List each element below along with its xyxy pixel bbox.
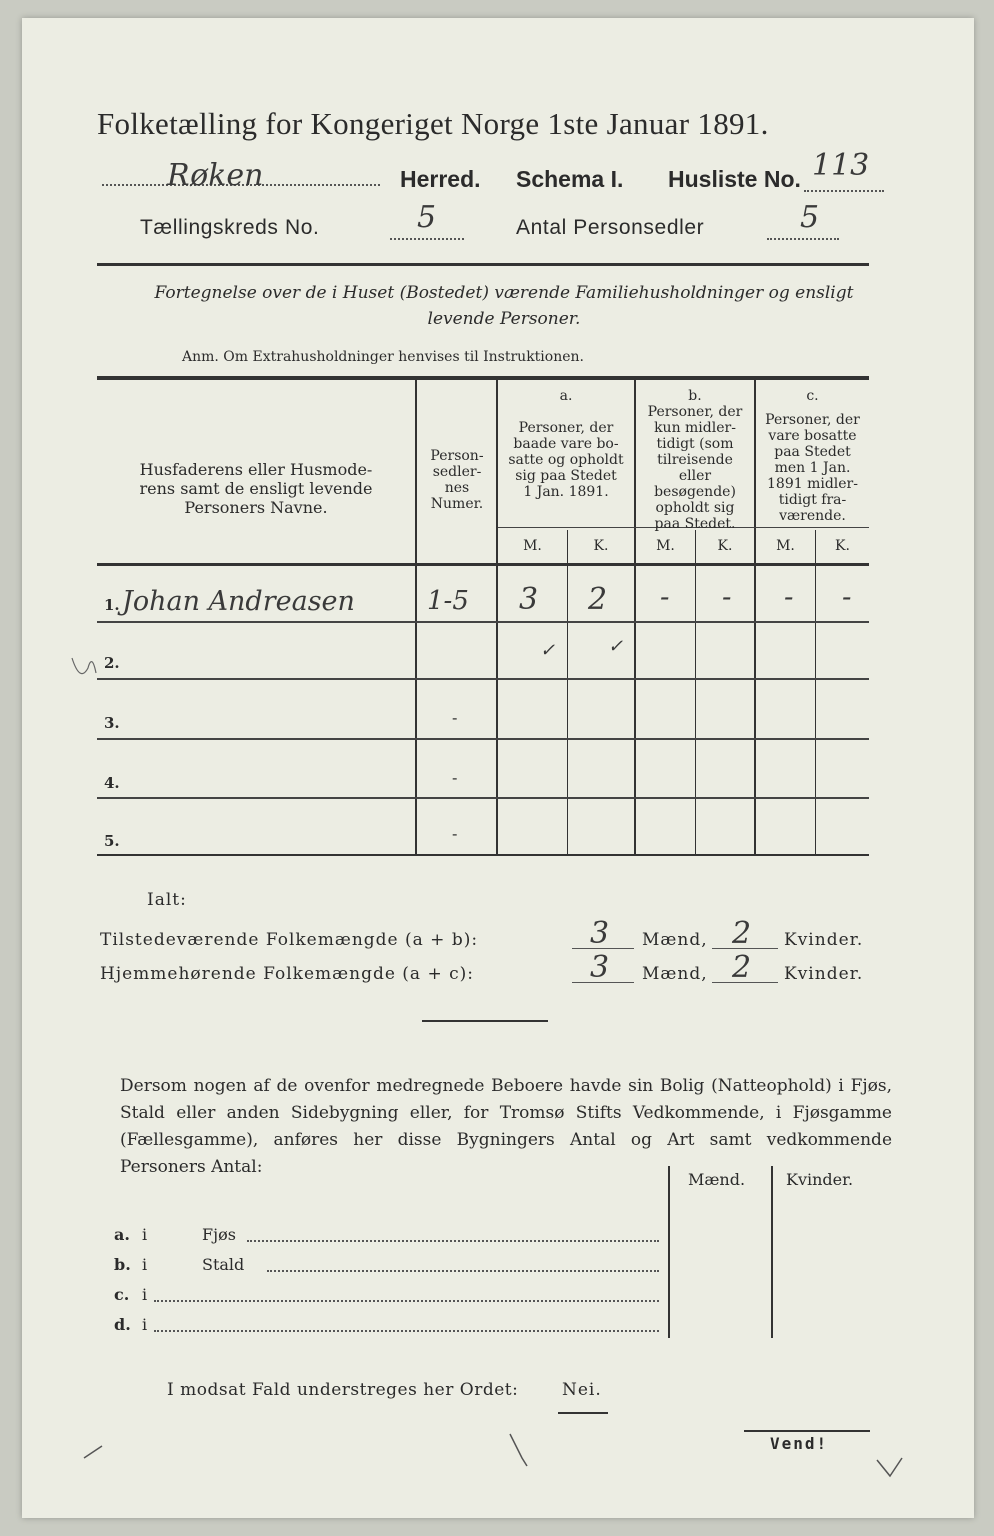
col-c-header: c. Personer, der vare bosatte paa Stedet men 1 Jan. 1891 midler- tidigt fra- værende. bbox=[765, 388, 860, 524]
herred-label: Herred. bbox=[400, 166, 481, 192]
anm-note: Anm. Om Extrahusholdninger henvises til Instruktionen. bbox=[182, 349, 584, 365]
census-form bbox=[22, 18, 974, 1518]
vend-text: Vend! bbox=[770, 1434, 829, 1453]
building-row-i: i bbox=[142, 1315, 148, 1334]
tilstede-maend: Mænd, bbox=[642, 930, 708, 950]
hjemme-maend: Mænd, bbox=[642, 964, 708, 984]
c-m-label: M. bbox=[776, 538, 795, 554]
building-row-letter: d. bbox=[114, 1315, 131, 1334]
b-k-label: K. bbox=[717, 538, 733, 554]
col-name-header: Husfaderens eller Husmode- rens samt de ensligt levende Personers Navne. bbox=[139, 460, 373, 517]
buildings-maend-header: Mænd. bbox=[688, 1170, 746, 1189]
schema-label: Schema I. bbox=[516, 166, 624, 192]
kreds-value: 5 bbox=[417, 200, 437, 235]
pencil-stroke bbox=[72, 658, 96, 674]
row-number: 4. bbox=[104, 774, 120, 792]
intro-line1: Fortegnelse over de i Huset (Bostedet) værende Familiehusholdninger og ensligt bbox=[154, 283, 854, 303]
pencil-marks bbox=[22, 18, 974, 1518]
pencil-stroke bbox=[510, 1434, 527, 1466]
hjemme-k-value: 2 bbox=[732, 950, 752, 985]
building-row-letter: a. bbox=[114, 1225, 130, 1244]
check-mark: ✓ bbox=[540, 640, 556, 661]
hjemme-m-value: 3 bbox=[590, 950, 610, 985]
nei-word: Nei. bbox=[562, 1380, 602, 1400]
modsat-text: I modsat Fald understreges her Ordet: bbox=[167, 1380, 519, 1400]
check-mark: ✓ bbox=[608, 636, 624, 657]
building-row-letter: c. bbox=[114, 1285, 130, 1304]
ialt-label: Ialt: bbox=[147, 890, 187, 910]
col-b-header: b. Personer, der kun midler- tidigt (som tilreisende eller besøgende) opholdt sig paa Stedet. bbox=[647, 388, 743, 532]
pencil-stroke bbox=[877, 1458, 902, 1476]
row-c-k: - bbox=[842, 580, 852, 613]
row-a-m: 3 bbox=[519, 582, 539, 617]
antal-value: 5 bbox=[800, 200, 820, 235]
row-sedler-num: 1-5 bbox=[427, 586, 469, 616]
row-sedler-num: - bbox=[452, 768, 458, 787]
form-title: Folketælling for Kongeriget Norge 1ste Januar 1891. bbox=[97, 106, 769, 141]
row-c-m: - bbox=[784, 580, 794, 613]
row-a-k: 2 bbox=[588, 582, 608, 617]
intro-line2: levende Personer. bbox=[427, 309, 581, 329]
building-row-letter: b. bbox=[114, 1255, 131, 1274]
buildings-kvinder-header: Kvinder. bbox=[786, 1170, 854, 1189]
tilstede-kvinder: Kvinder. bbox=[784, 930, 864, 950]
row-number: 1. bbox=[104, 596, 120, 614]
row-name: Johan Andreasen bbox=[122, 586, 355, 617]
building-row-label: Fjøs bbox=[202, 1225, 236, 1244]
row-sedler-num: - bbox=[452, 824, 458, 843]
tilstede-m-value: 3 bbox=[590, 916, 610, 951]
row-number: 3. bbox=[104, 714, 120, 732]
tilstede-label: Tilstedeværende Folkemængde (a + b): bbox=[100, 930, 479, 950]
a-m-label: M. bbox=[523, 538, 542, 554]
pencil-stroke bbox=[84, 1446, 102, 1458]
antal-label: Antal Personsedler bbox=[516, 216, 705, 239]
building-row-i: i bbox=[142, 1225, 148, 1244]
husliste-value: 113 bbox=[812, 148, 870, 183]
a-k-label: K. bbox=[593, 538, 609, 554]
building-row-i: i bbox=[142, 1255, 148, 1274]
b-m-label: M. bbox=[656, 538, 675, 554]
c-k-label: K. bbox=[835, 538, 850, 554]
kreds-label: Tællingskreds No. bbox=[140, 216, 320, 239]
row-number: 5. bbox=[104, 832, 120, 850]
col-a-header: a. Personer, der baade vare bo- satte og opholdt sig paa Stedet 1 Jan. 1891. bbox=[508, 388, 624, 500]
building-row-label: Stald bbox=[202, 1255, 245, 1274]
building-paragraph: Dersom nogen af de ovenfor medregnede Beboere havde sin Bolig (Natteophold) i Fjøs, Stald eller anden Sidebygning eller, for Tromsø Stifts Vedkommende, i Fjøsgamme (Fællesgamme), anføres her disse Bygningers Antal og Art samt vedkommende Personers Antal: bbox=[120, 1076, 892, 1177]
row-b-m: - bbox=[660, 580, 670, 613]
tilstede-k-value: 2 bbox=[732, 916, 752, 951]
herred-value: Røken bbox=[167, 158, 264, 193]
building-row-i: i bbox=[142, 1285, 148, 1304]
col-num-header: Person- sedler- nes Numer. bbox=[430, 448, 484, 512]
row-number: 2. bbox=[104, 654, 120, 672]
hjemme-label: Hjemmehørende Folkemængde (a + c): bbox=[100, 964, 474, 984]
row-sedler-num: - bbox=[452, 708, 458, 727]
hjemme-kvinder: Kvinder. bbox=[784, 964, 864, 984]
row-b-k: - bbox=[722, 580, 732, 613]
husliste-label: Husliste No. bbox=[668, 166, 801, 192]
